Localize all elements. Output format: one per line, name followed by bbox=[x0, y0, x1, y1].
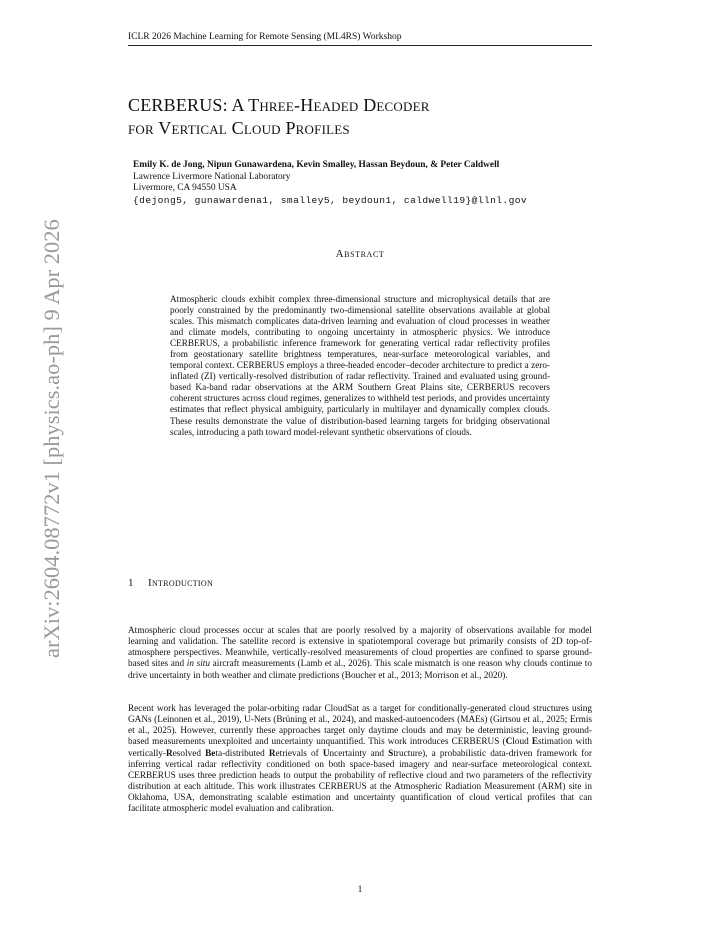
acronym-word: stimation with vertically- bbox=[128, 737, 593, 759]
title-line-2: for Vertical Cloud Profiles bbox=[128, 118, 350, 138]
acronym-word: etrievals of bbox=[275, 748, 323, 759]
title-line-1-lead: CERBERUS: A T bbox=[128, 95, 260, 115]
acronym-letter: Be bbox=[205, 748, 216, 759]
acronym-word: ta-distributed bbox=[215, 748, 269, 759]
acronym-letter: R bbox=[166, 748, 173, 759]
para1-text-a: Atmospheric cloud processes occur at scales that are poorly resolved by a majority of observations available for model learning and validation. The satellite record is extensive in spatiotemporal coverage but primarily consists of 2D top-of-atmosphere perspectives. Meanwhile, vertically-resolved measurements of cloud properties are confined to sparse ground-based sites and bbox=[128, 626, 592, 670]
running-header: ICLR 2026 Machine Learning for Remote Sensing (ML4RS) Workshop bbox=[128, 32, 592, 46]
acronym-letter: R bbox=[268, 748, 276, 759]
para1-text-b: aircraft measurements (Lamb et al., 2026). This scale mismatch is one reason why clouds continue to drive uncertainty in both weather and climate predictions (Boucher et al., 2013; Morrison et al., 2020). bbox=[128, 659, 592, 681]
section-title: Introduction bbox=[148, 577, 214, 589]
acronym-word: loud bbox=[512, 737, 532, 748]
paper-title bbox=[128, 94, 592, 140]
acronym-letter: S bbox=[388, 748, 394, 759]
abstract-heading: Abstract bbox=[335, 248, 385, 260]
intro-paragraph-1 bbox=[128, 626, 592, 682]
para2-text-c: ), a probabilistic data-driven framework for inferring vertical radar reflectivity conditioned on both space-based imagery and near-surface meteorological context. CERBERUS uses three prediction heads to output the probability of reflective cloud and two parameters of the reflectivity distribution at each altitude. This work illustrates CERBERUS at the Atmospheric Radiation Measurement (ARM) site in Oklahoma, USA, demonstrating scalable estimation and uncertainty quantification of cloud vertical profiles that can facilitate atmospheric model evaluation and calibration. bbox=[128, 748, 592, 815]
author-block bbox=[133, 160, 603, 207]
address: Livermore, CA 94550 USA bbox=[133, 183, 237, 193]
title-line-1 bbox=[128, 95, 430, 115]
acronym-word: ncertainty and bbox=[329, 748, 389, 759]
abstract-text: Atmospheric clouds exhibit complex three-dimensional structure and microphysical details that are poorly constrained by the predominantly two-dimensional satellite observations available at global scales. This mismatch complicates data-driven learning and evaluation of cloud processes in weather and climate models, contributing to ongoing uncertainty in atmospheric physics. We introduce CERBERUS, a probabilistic inference framework for generating vertical radar reflectivity profiles from geostationary satellite brightness temperatures, near-surface meteorological variables, and temporal context. CERBERUS employs a three-headed encoder–decoder architecture to predict a zero-inflated (ZI) vertically-resolved distribution of radar reflectivity. Trained and evaluated using ground-based Ka-band radar observations at the ARM Southern Great Plains site, CERBERUS recovers coherent structures across cloud regimes, generalizes to withheld test periods, and provides uncertainty estimates that reflect physical ambiguity, particularly in multilayer and dynamically complex clouds. These results demonstrate the value of distribution-based learning targets for bridging observational scales, introducing a path toward model-relevant synthetic observations of clouds. bbox=[170, 294, 550, 437]
page-number: 1 bbox=[357, 885, 363, 895]
affiliation: Lawrence Livermore National Laboratory bbox=[133, 171, 291, 182]
arxiv-identifier[interactable]: arXiv:2604.08772v1 [physics.ao-ph] 9 Apr 2026 bbox=[39, 219, 64, 658]
para1-italic: in situ bbox=[186, 659, 211, 670]
acronym-letter: E bbox=[531, 737, 539, 748]
acronym-letter: C bbox=[505, 737, 513, 748]
section-heading bbox=[128, 577, 213, 589]
para2-text-a: Recent work has leveraged the polar-orbiting radar CloudSat as a target for conditionally-generated cloud structures using GANs (Leinonen et al., 2019), U-Nets (Brüning et al., 2024), and masked-autoencoders (MAEs) (Girtsou et al., 2025; Ermis et al., 2025). However, currently these approaches target only daytime clouds and may be deterministic, leaving ground-based measurements unexploited and uncertainty unquantified. This work introduces CERBERUS ( bbox=[128, 704, 592, 748]
intro-paragraph-2 bbox=[128, 704, 592, 816]
section-number: 1 bbox=[128, 577, 134, 589]
acronym-word: esolved bbox=[172, 748, 206, 759]
author-names: Emily K. de Jong, Nipun Gunawardena, Kevin Smalley, Hassan Beydoun, & Peter Caldwell bbox=[133, 160, 500, 170]
title-line-1-rest: hree-Headed Decoder bbox=[259, 95, 430, 115]
acronym-letter: U bbox=[322, 748, 330, 759]
acronym-word: tructure bbox=[393, 748, 423, 759]
author-emails[interactable]: {dejong5, gunawardena1, smalley5, beydoun1, caldwell19}@llnl.gov bbox=[133, 194, 528, 206]
